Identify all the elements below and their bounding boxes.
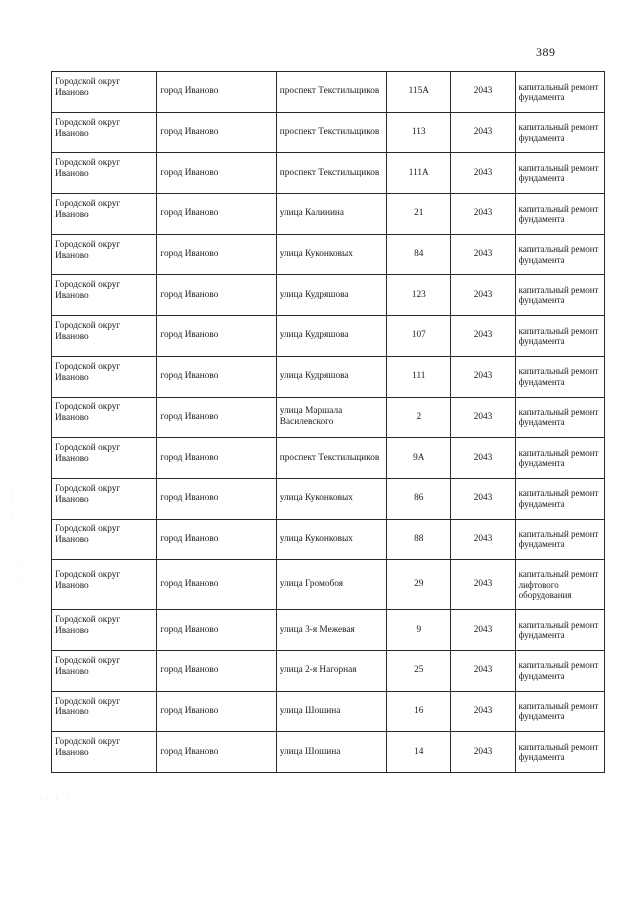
cell-house-number: 111А [387,153,451,194]
cell-city: город Иваново [157,610,276,651]
cell-municipality [52,732,157,773]
cell-street: улица Кудряшова [276,356,386,397]
cell-year: 2043 [451,478,515,519]
municipality-text: Городской округ Иваново [55,402,121,424]
cell-street: улица Кудряшова [276,275,386,316]
cell-work-type: капитальный ремонт фундамента [515,72,604,113]
table-row [52,112,605,153]
municipality-text: Городской округ Иваново [55,117,121,139]
cell-municipality [52,316,157,357]
cell-street: улица Шошина [276,691,386,732]
cell-city: город Иваново [157,650,276,691]
cell-city: город Иваново [157,397,276,438]
scan-artifact: · · · · [40,794,69,803]
cell-city: город Иваново [157,112,276,153]
cell-city: город Иваново [157,153,276,194]
cell-year: 2043 [451,397,515,438]
cell-work-type: капитальный ремонт фундамента [515,234,604,275]
cell-municipality [52,112,157,153]
cell-street: улица Громобоя [276,560,386,610]
cell-street: проспект Текстильщиков [276,72,386,113]
repair-schedule-table [51,71,605,773]
table-row [52,194,605,235]
cell-street: проспект Текстильщиков [276,112,386,153]
cell-municipality [52,72,157,113]
cell-municipality [52,356,157,397]
cell-year: 2043 [451,234,515,275]
table-row [52,560,605,610]
cell-year: 2043 [451,519,515,560]
table-row [52,691,605,732]
cell-work-type: капитальный ремонт фундамента [515,478,604,519]
cell-street: проспект Текстильщиков [276,153,386,194]
table-row [52,316,605,357]
cell-work-type: капитальный ремонт фундамента [515,112,604,153]
cell-house-number: 29 [387,560,451,610]
cell-year: 2043 [451,316,515,357]
municipality-text: Городской округ Иваново [55,655,121,677]
municipality-text: Городской округ Иваново [55,361,121,383]
cell-year: 2043 [451,72,515,113]
cell-work-type: капитальный ремонт фундамента [515,610,604,651]
cell-street: улица 2-я Нагорная [276,650,386,691]
cell-house-number: 86 [387,478,451,519]
cell-house-number: 21 [387,194,451,235]
cell-street: улица Куконковых [276,519,386,560]
cell-house-number: 14 [387,732,451,773]
cell-year: 2043 [451,691,515,732]
cell-work-type: капитальный ремонт фундамента [515,438,604,479]
cell-city: город Иваново [157,316,276,357]
cell-municipality [52,275,157,316]
cell-street: улица Маршала Василевского [276,397,386,438]
municipality-text: Городской округ Иваново [55,569,121,591]
cell-house-number: 2 [387,397,451,438]
cell-municipality [52,153,157,194]
cell-year: 2043 [451,438,515,479]
cell-city: город Иваново [157,519,276,560]
cell-city: город Иваново [157,732,276,773]
cell-street: проспект Текстильщиков [276,438,386,479]
table-row [52,275,605,316]
cell-year: 2043 [451,153,515,194]
cell-municipality [52,519,157,560]
cell-work-type: капитальный ремонт фундамента [515,732,604,773]
municipality-text: Городской округ Иваново [55,737,121,759]
cell-year: 2043 [451,650,515,691]
table-row [52,153,605,194]
municipality-text: Городской округ Иваново [55,483,121,505]
cell-house-number: 107 [387,316,451,357]
table-row [52,478,605,519]
cell-street: улица Куконковых [276,234,386,275]
cell-house-number: 113 [387,112,451,153]
cell-municipality [52,194,157,235]
cell-municipality [52,610,157,651]
cell-year: 2043 [451,560,515,610]
municipality-text: Городской округ Иваново [55,321,121,342]
municipality-text: Городской округ Иваново [55,524,121,546]
cell-work-type: капитальный ремонт фундамента [515,519,604,560]
table-body [52,72,605,773]
cell-municipality [52,478,157,519]
municipality-text: Городской округ Иваново [55,76,121,98]
cell-house-number: 25 [387,650,451,691]
cell-work-type: капитальный ремонт фундамента [515,356,604,397]
cell-municipality [52,560,157,610]
cell-work-type: капитальный ремонт лифтового оборудования [515,560,604,610]
cell-house-number: 123 [387,275,451,316]
cell-year: 2043 [451,194,515,235]
municipality-text: Городской округ Иваново [55,158,121,180]
cell-house-number: 84 [387,234,451,275]
cell-municipality [52,397,157,438]
cell-city: город Иваново [157,194,276,235]
cell-municipality [52,691,157,732]
cell-city: город Иваново [157,356,276,397]
cell-year: 2043 [451,732,515,773]
table-row [52,234,605,275]
cell-house-number: 9А [387,438,451,479]
municipality-text: Городской округ Иваново [55,198,121,220]
cell-house-number: 16 [387,691,451,732]
cell-street: улица Куконковых [276,478,386,519]
cell-municipality [52,650,157,691]
table-row [52,519,605,560]
cell-work-type: капитальный ремонт фундамента [515,691,604,732]
cell-city: город Иваново [157,691,276,732]
cell-work-type: капитальный ремонт фундамента [515,153,604,194]
municipality-text: Городской округ Иваново [55,280,121,302]
cell-street: улица Шошина [276,732,386,773]
cell-work-type: капитальный ремонт фундамента [515,397,604,438]
cell-municipality [52,234,157,275]
cell-city: город Иваново [157,560,276,610]
table-row [52,650,605,691]
cell-city: город Иваново [157,234,276,275]
municipality-text: Городской округ Иваново [55,443,121,465]
cell-house-number: 115А [387,72,451,113]
scan-artifact: · · · [10,489,13,522]
cell-city: город Иваново [157,478,276,519]
cell-city: город Иваново [157,438,276,479]
table-row [52,397,605,438]
cell-house-number: 9 [387,610,451,651]
cell-work-type: капитальный ремонт фундамента [515,275,604,316]
cell-city: город Иваново [157,275,276,316]
cell-year: 2043 [451,610,515,651]
municipality-text: Городской округ Иваново [55,239,121,261]
municipality-text: Городской округ Иваново [55,696,121,718]
cell-municipality [52,438,157,479]
cell-year: 2043 [451,356,515,397]
cell-work-type: капитальный ремонт фундамента [515,194,604,235]
table-row [52,72,605,113]
cell-house-number: 111 [387,356,451,397]
cell-city: город Иваново [157,72,276,113]
cell-year: 2043 [451,112,515,153]
page-number: 389 [536,45,556,59]
table-row [52,610,605,651]
cell-street: улица Калинина [276,194,386,235]
table-row [52,732,605,773]
municipality-text: Городской округ Иваново [55,615,121,637]
cell-street: улица 3-я Межевая [276,610,386,651]
cell-year: 2043 [451,275,515,316]
cell-street: улица Кудряшова [276,316,386,357]
cell-house-number: 88 [387,519,451,560]
table-row [52,438,605,479]
cell-work-type: капитальный ремонт фундамента [515,316,604,357]
cell-work-type: капитальный ремонт фундамента [515,650,604,691]
table-row [52,356,605,397]
scan-artifact: · · [20,559,23,584]
